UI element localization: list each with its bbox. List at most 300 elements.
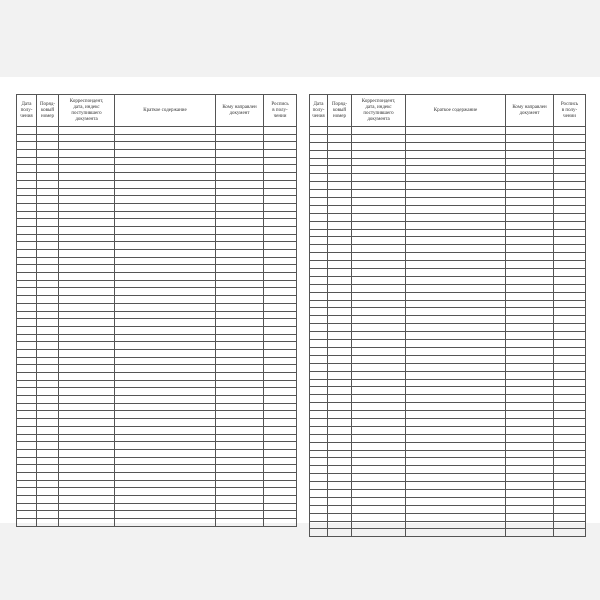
cell-signature	[264, 173, 297, 181]
cell-summary	[115, 242, 216, 250]
cell-correspondent	[59, 296, 115, 304]
cell-recipient	[216, 173, 264, 181]
table-row	[17, 234, 297, 242]
cell-date	[310, 411, 328, 419]
cell-correspondent	[352, 284, 406, 292]
cell-summary	[406, 347, 506, 355]
cell-recipient	[506, 521, 554, 529]
cell-summary	[406, 387, 506, 395]
cell-number	[328, 474, 352, 482]
cell-number	[37, 134, 59, 142]
table-row	[17, 519, 297, 527]
cell-recipient	[506, 300, 554, 308]
table-row	[310, 379, 586, 387]
cell-summary	[115, 150, 216, 158]
cell-date	[17, 242, 37, 250]
cell-correspondent	[59, 150, 115, 158]
cell-recipient	[506, 237, 554, 245]
table-row	[17, 188, 297, 196]
cell-number	[328, 174, 352, 182]
cell-date	[310, 497, 328, 505]
cell-number	[37, 288, 59, 296]
table-row	[17, 196, 297, 204]
cell-recipient	[506, 284, 554, 292]
table-row	[310, 261, 586, 269]
cell-correspondent	[59, 503, 115, 511]
cell-recipient	[216, 519, 264, 527]
cell-date	[17, 373, 37, 381]
cell-number	[328, 387, 352, 395]
cell-signature	[554, 489, 586, 497]
cell-signature	[264, 134, 297, 142]
cell-correspondent	[59, 242, 115, 250]
cell-number	[37, 242, 59, 250]
table-row	[17, 419, 297, 427]
cell-summary	[406, 269, 506, 277]
cell-date	[17, 196, 37, 204]
cell-signature	[554, 205, 586, 213]
cell-signature	[554, 403, 586, 411]
cell-number	[328, 127, 352, 135]
cell-recipient	[216, 349, 264, 357]
table-row	[17, 503, 297, 511]
cell-recipient	[216, 180, 264, 188]
cell-signature	[264, 211, 297, 219]
cell-number	[328, 489, 352, 497]
cell-date	[17, 180, 37, 188]
cell-signature	[554, 458, 586, 466]
cell-correspondent	[352, 229, 406, 237]
cell-recipient	[216, 388, 264, 396]
cell-correspondent	[352, 497, 406, 505]
cell-date	[17, 280, 37, 288]
cell-date	[17, 203, 37, 211]
cell-recipient	[216, 219, 264, 227]
cell-recipient	[506, 198, 554, 206]
cell-correspondent	[352, 450, 406, 458]
cell-summary	[115, 273, 216, 281]
cell-date	[17, 173, 37, 181]
cell-date	[17, 257, 37, 265]
cell-summary	[115, 396, 216, 404]
cell-recipient	[216, 273, 264, 281]
cell-summary	[406, 355, 506, 363]
table-row	[310, 253, 586, 261]
cell-recipient	[216, 257, 264, 265]
col-header-recipient: Кому направлен документ	[216, 95, 264, 127]
cell-signature	[554, 237, 586, 245]
cell-number	[328, 403, 352, 411]
cell-correspondent	[59, 265, 115, 273]
cell-number	[328, 529, 352, 537]
cell-number	[328, 308, 352, 316]
table-row	[17, 265, 297, 273]
cell-summary	[115, 188, 216, 196]
cell-signature	[264, 480, 297, 488]
left-page	[16, 94, 296, 527]
table-row	[17, 426, 297, 434]
cell-recipient	[506, 355, 554, 363]
cell-correspondent	[59, 396, 115, 404]
table-row	[310, 134, 586, 142]
cell-summary	[115, 357, 216, 365]
table-row	[310, 395, 586, 403]
cell-summary	[406, 395, 506, 403]
cell-recipient	[506, 324, 554, 332]
registration-table-left	[16, 94, 297, 527]
cell-recipient	[506, 213, 554, 221]
cell-number	[328, 198, 352, 206]
table-row	[310, 324, 586, 332]
cell-correspondent	[59, 419, 115, 427]
cell-correspondent	[352, 371, 406, 379]
cell-correspondent	[352, 276, 406, 284]
cell-correspondent	[59, 519, 115, 527]
cell-date	[17, 388, 37, 396]
cell-number	[37, 365, 59, 373]
cell-correspondent	[352, 418, 406, 426]
table-row	[310, 497, 586, 505]
cell-correspondent	[352, 142, 406, 150]
cell-recipient	[216, 373, 264, 381]
cell-date	[17, 288, 37, 296]
cell-date	[17, 503, 37, 511]
cell-summary	[406, 205, 506, 213]
cell-summary	[115, 457, 216, 465]
cell-signature	[554, 253, 586, 261]
cell-correspondent	[352, 340, 406, 348]
cell-number	[328, 134, 352, 142]
cell-signature	[264, 165, 297, 173]
cell-recipient	[506, 158, 554, 166]
cell-correspondent	[59, 488, 115, 496]
cell-recipient	[506, 182, 554, 190]
cell-number	[37, 142, 59, 150]
cell-recipient	[506, 166, 554, 174]
cell-recipient	[216, 250, 264, 258]
cell-recipient	[506, 403, 554, 411]
cell-recipient	[216, 265, 264, 273]
cell-summary	[115, 288, 216, 296]
cell-summary	[115, 419, 216, 427]
cell-recipient	[216, 457, 264, 465]
cell-recipient	[506, 482, 554, 490]
cell-signature	[554, 324, 586, 332]
cell-date	[310, 395, 328, 403]
cell-correspondent	[59, 411, 115, 419]
table-row	[310, 466, 586, 474]
cell-number	[328, 300, 352, 308]
table-row	[17, 173, 297, 181]
cell-signature	[264, 280, 297, 288]
cell-date	[310, 134, 328, 142]
cell-signature	[264, 511, 297, 519]
cell-number	[328, 213, 352, 221]
cell-number	[37, 449, 59, 457]
cell-date	[310, 229, 328, 237]
cell-date	[310, 434, 328, 442]
table-row	[310, 292, 586, 300]
cell-number	[37, 519, 59, 527]
cell-number	[328, 379, 352, 387]
cell-recipient	[216, 488, 264, 496]
cell-recipient	[506, 340, 554, 348]
cell-summary	[115, 142, 216, 150]
table-row	[17, 434, 297, 442]
cell-correspondent	[59, 457, 115, 465]
table-row	[17, 257, 297, 265]
cell-correspondent	[59, 334, 115, 342]
cell-summary	[115, 388, 216, 396]
table-header-row	[310, 95, 586, 127]
cell-summary	[406, 150, 506, 158]
cell-correspondent	[59, 434, 115, 442]
cell-correspondent	[59, 303, 115, 311]
cell-signature	[554, 482, 586, 490]
cell-signature	[554, 221, 586, 229]
cell-correspondent	[352, 127, 406, 135]
cell-correspondent	[59, 203, 115, 211]
table-row	[17, 326, 297, 334]
cell-summary	[406, 363, 506, 371]
cell-correspondent	[59, 273, 115, 281]
table-row	[17, 388, 297, 396]
cell-number	[37, 303, 59, 311]
table-row	[310, 426, 586, 434]
cell-summary	[115, 434, 216, 442]
cell-correspondent	[352, 158, 406, 166]
table-row	[310, 521, 586, 529]
cell-number	[328, 229, 352, 237]
cell-recipient	[216, 134, 264, 142]
cell-date	[310, 363, 328, 371]
cell-correspondent	[352, 324, 406, 332]
cell-date	[17, 303, 37, 311]
cell-signature	[264, 311, 297, 319]
cell-signature	[264, 449, 297, 457]
cell-date	[310, 198, 328, 206]
cell-date	[17, 234, 37, 242]
cell-date	[17, 326, 37, 334]
col-header-correspondent: Корреспондент, дата, индекс поступившего документа	[352, 95, 406, 127]
cell-number	[37, 380, 59, 388]
cell-number	[37, 173, 59, 181]
table-row	[310, 442, 586, 450]
cell-signature	[264, 403, 297, 411]
table-row	[310, 316, 586, 324]
cell-date	[310, 190, 328, 198]
cell-number	[37, 265, 59, 273]
table-row	[310, 355, 586, 363]
cell-signature	[554, 127, 586, 135]
cell-number	[328, 497, 352, 505]
cell-number	[37, 319, 59, 327]
cell-signature	[264, 296, 297, 304]
cell-signature	[264, 334, 297, 342]
cell-correspondent	[352, 174, 406, 182]
cell-recipient	[216, 242, 264, 250]
cell-recipient	[506, 276, 554, 284]
cell-number	[328, 418, 352, 426]
table-row	[17, 411, 297, 419]
cell-signature	[554, 182, 586, 190]
cell-signature	[264, 242, 297, 250]
cell-correspondent	[352, 395, 406, 403]
cell-signature	[264, 196, 297, 204]
cell-correspondent	[59, 180, 115, 188]
cell-number	[328, 142, 352, 150]
cell-number	[37, 234, 59, 242]
table-row	[17, 242, 297, 250]
cell-recipient	[216, 127, 264, 135]
cell-number	[37, 334, 59, 342]
cell-recipient	[506, 497, 554, 505]
cell-summary	[406, 213, 506, 221]
table-row	[310, 347, 586, 355]
table-row	[17, 442, 297, 450]
table-row	[310, 174, 586, 182]
cell-summary	[406, 229, 506, 237]
registration-table-right	[309, 94, 586, 537]
cell-correspondent	[352, 466, 406, 474]
table-row	[310, 205, 586, 213]
cell-number	[328, 434, 352, 442]
cell-number	[328, 190, 352, 198]
cell-number	[328, 237, 352, 245]
cell-summary	[115, 503, 216, 511]
table-header-row	[17, 95, 297, 127]
table-row	[310, 198, 586, 206]
cell-number	[328, 340, 352, 348]
cell-date	[17, 211, 37, 219]
cell-recipient	[506, 205, 554, 213]
cell-summary	[115, 465, 216, 473]
cell-correspondent	[352, 442, 406, 450]
cell-recipient	[216, 188, 264, 196]
cell-correspondent	[352, 482, 406, 490]
cell-summary	[115, 173, 216, 181]
cell-date	[310, 261, 328, 269]
cell-correspondent	[59, 326, 115, 334]
cell-recipient	[506, 442, 554, 450]
cell-summary	[406, 276, 506, 284]
table-row	[310, 434, 586, 442]
cell-recipient	[216, 203, 264, 211]
cell-signature	[554, 418, 586, 426]
cell-signature	[264, 273, 297, 281]
table-row	[310, 269, 586, 277]
cell-date	[310, 276, 328, 284]
cell-recipient	[216, 226, 264, 234]
cell-summary	[115, 511, 216, 519]
cell-signature	[264, 342, 297, 350]
cell-summary	[115, 519, 216, 527]
table-row	[310, 284, 586, 292]
cell-recipient	[216, 442, 264, 450]
cell-summary	[115, 449, 216, 457]
cell-summary	[406, 426, 506, 434]
cell-correspondent	[59, 449, 115, 457]
cell-summary	[115, 319, 216, 327]
cell-recipient	[506, 379, 554, 387]
table-row	[17, 373, 297, 381]
cell-signature	[554, 411, 586, 419]
cell-summary	[406, 418, 506, 426]
cell-date	[310, 166, 328, 174]
cell-date	[17, 496, 37, 504]
cell-signature	[264, 365, 297, 373]
cell-recipient	[216, 280, 264, 288]
col-header-recipient: Кому направлен документ	[506, 95, 554, 127]
cell-correspondent	[59, 188, 115, 196]
cell-signature	[554, 166, 586, 174]
cell-number	[328, 182, 352, 190]
table-row	[17, 472, 297, 480]
cell-recipient	[216, 472, 264, 480]
table-row	[17, 380, 297, 388]
cell-summary	[406, 450, 506, 458]
cell-date	[310, 489, 328, 497]
cell-number	[328, 284, 352, 292]
cell-recipient	[216, 157, 264, 165]
cell-signature	[264, 488, 297, 496]
table-row	[310, 363, 586, 371]
cell-date	[17, 488, 37, 496]
table-row	[310, 332, 586, 340]
cell-correspondent	[352, 198, 406, 206]
cell-number	[37, 388, 59, 396]
cell-date	[17, 349, 37, 357]
cell-signature	[554, 529, 586, 537]
cell-number	[328, 261, 352, 269]
cell-date	[310, 403, 328, 411]
cell-recipient	[216, 365, 264, 373]
cell-date	[310, 182, 328, 190]
table-row	[310, 221, 586, 229]
cell-recipient	[216, 411, 264, 419]
cell-summary	[115, 257, 216, 265]
table-row	[17, 134, 297, 142]
right-page	[309, 94, 585, 537]
cell-number	[37, 503, 59, 511]
cell-summary	[406, 379, 506, 387]
cell-summary	[406, 182, 506, 190]
cell-date	[17, 319, 37, 327]
cell-date	[310, 213, 328, 221]
cell-signature	[264, 150, 297, 158]
cell-signature	[264, 349, 297, 357]
cell-summary	[406, 300, 506, 308]
cell-correspondent	[59, 234, 115, 242]
cell-recipient	[506, 387, 554, 395]
cell-summary	[115, 234, 216, 242]
cell-correspondent	[352, 411, 406, 419]
cell-signature	[554, 332, 586, 340]
cell-summary	[115, 134, 216, 142]
cell-signature	[554, 371, 586, 379]
col-header-date: Дата полу- чения	[310, 95, 328, 127]
cell-recipient	[506, 434, 554, 442]
cell-number	[328, 324, 352, 332]
cell-number	[328, 355, 352, 363]
cell-number	[328, 253, 352, 261]
cell-correspondent	[59, 226, 115, 234]
cell-correspondent	[352, 316, 406, 324]
cell-correspondent	[59, 380, 115, 388]
table-row	[310, 245, 586, 253]
cell-number	[37, 250, 59, 258]
cell-signature	[554, 245, 586, 253]
